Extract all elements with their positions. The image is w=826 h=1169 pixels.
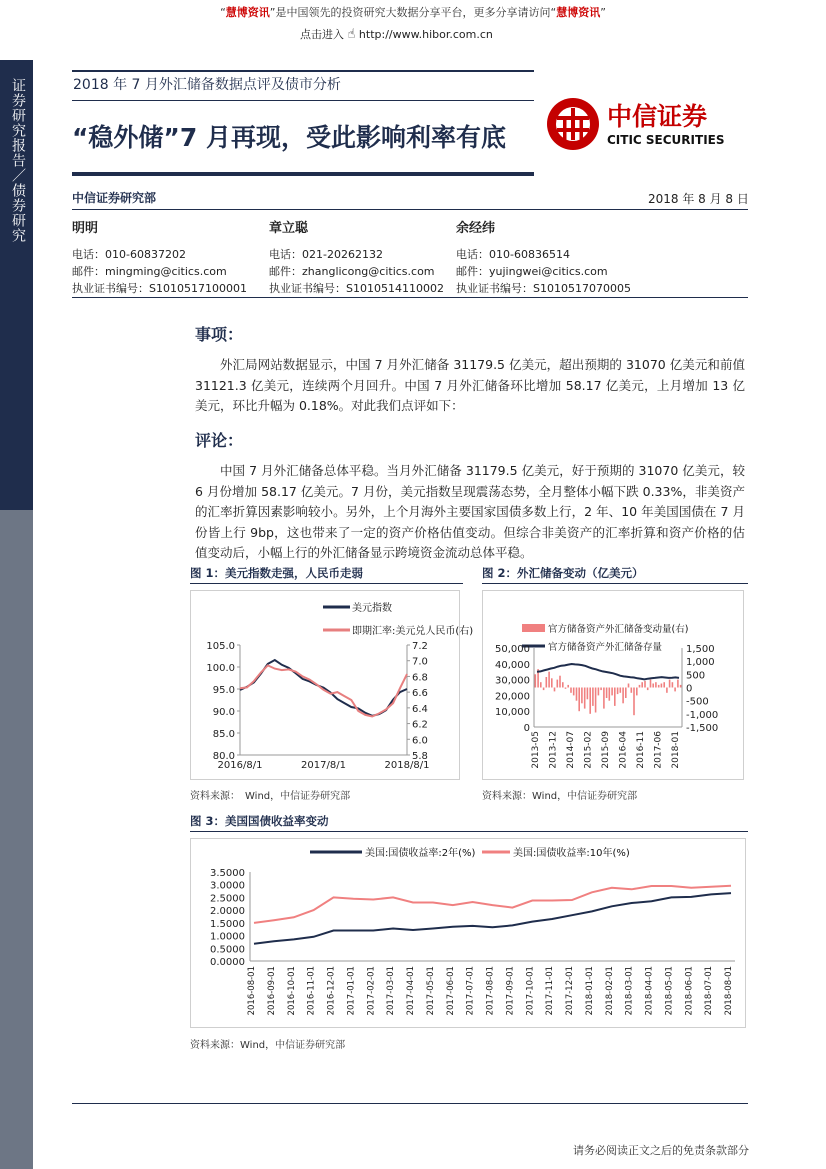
fig3-rule [190, 831, 748, 832]
hand-cursor-icon: ☝ [347, 27, 356, 42]
bar [562, 682, 564, 687]
fig2-chart [482, 590, 744, 780]
bar [581, 688, 583, 704]
y-tick-label: 2.5000 [210, 893, 245, 905]
x-tick-label: 2013-12 [548, 731, 559, 769]
x-tick-label: 2018-05-01 [664, 966, 675, 1016]
event-paragraph: 外汇局网站数据显示，中国 7 月外汇储备 31179.5 亿美元，超出预期的 31070 亿美元和前值 31121.3 亿美元，连续两个月回升。中国 7 月外汇储备环比增加 58.17 亿美元，上月增加 13 亿美元，环比升幅为 0.18%。对此我们点评如下： [195, 357, 745, 413]
y2-tick-label: 6.8 [412, 672, 428, 684]
x-tick-label: 2018-08-01 [724, 966, 734, 1016]
y2-tick-label: 5.8 [412, 751, 428, 762]
legend-label: 即期汇率:美元兑人民币(右) [352, 626, 474, 637]
fig2-rule [482, 583, 748, 584]
bar [559, 676, 561, 688]
bar [567, 685, 569, 688]
fig2-title: 图 2：外汇储备变动（亿美元） [482, 566, 644, 580]
bar [658, 685, 660, 688]
y-tick-label: 30,000 [495, 675, 530, 687]
bar [622, 688, 624, 704]
bar [535, 674, 537, 687]
x-tick-label: 2016-10-01 [286, 966, 297, 1016]
bar [565, 688, 567, 689]
fig3-title: 图 3：美国国债收益率变动 [190, 814, 329, 828]
author-email[interactable]: 邮件：zhanglicong@citics.com [269, 265, 435, 278]
x-tick-label: 2017-07-01 [465, 965, 476, 1016]
x-tick-label: 2016/8/1 [217, 760, 263, 771]
y-tick-label: 85.0 [212, 729, 235, 740]
x-tick-label: 2016-09-01 [266, 966, 277, 1016]
y2-tick-label: -500 [686, 696, 709, 708]
fig3-chart [190, 838, 746, 1028]
svg-text:中信证券: 中信证券 [607, 102, 708, 131]
y2-tick-label: 1,500 [686, 644, 715, 655]
hibor-url-link[interactable]: http://www.hibor.com.cn [358, 28, 493, 41]
fig1-title: 图 1：美元指数走强，人民币走弱 [190, 566, 364, 580]
svg-text:CITIC SECURITIES: CITIC SECURITIES [607, 133, 725, 147]
legend-label: 美国:国债收益率:10年(%) [513, 848, 630, 859]
comment-heading: 评论： [195, 431, 244, 450]
bar [592, 688, 594, 706]
y2-tick-label: 6.4 [412, 703, 428, 715]
x-tick-label: 2018-06-01 [684, 966, 695, 1016]
series-line-2y [254, 893, 731, 944]
y-tick-label: 105.0 [206, 641, 235, 652]
bar [548, 672, 550, 688]
fig1-rule [190, 583, 463, 584]
research-dept: 中信证券研究部 [72, 191, 157, 205]
comment-paragraph: 中国 7 月外汇储备总体平稳。当月外汇储备 31179.5 亿美元，好于预期的 31070 亿美元，较 6 月份增加 58.17 亿美元。7 月份，美元指数呈现震荡态势，全月整体小幅下跌 0.33%，非美资产的汇率折算因素影响较小。另外，上个月海外主要国家国债多数上行，2 年、10 年美国国债在 7 月份皆上行 9bp，这也带来了一定的资产价格估值变动。但综合非美资产的汇率折算和资产价格的估值变动后，小幅上行的外汇储备显示跨境资金流动总体平稳。 [195, 463, 745, 560]
x-tick-label: 2016-04 [618, 731, 629, 769]
x-tick-label: 2016-11-01 [306, 965, 317, 1016]
x-tick-label: 2018-02-01 [604, 966, 615, 1016]
x-tick-label: 2015-09 [601, 731, 611, 769]
event-heading: 事项： [195, 325, 244, 344]
x-tick-label: 2018-01-01 [584, 966, 595, 1016]
x-tick-label: 2017-12-01 [565, 966, 575, 1016]
author-rule [72, 297, 748, 298]
bar [628, 684, 630, 688]
bar [677, 680, 679, 688]
legend-swatch [522, 624, 545, 632]
banner-link-row[interactable]: 点击进入 ☝ http://www.hibor.com.cn [300, 27, 493, 42]
y-tick-label: 20,000 [495, 691, 530, 703]
citic-logo-mark-icon [547, 98, 599, 150]
x-tick-label: 2017-05-01 [425, 966, 436, 1016]
report-date: 2018 年 8 月 8 日 [648, 192, 749, 206]
bar [666, 688, 668, 693]
bar [595, 688, 597, 713]
y2-tick-label: 1,000 [686, 657, 715, 669]
y-tick-label: 95.0 [212, 685, 235, 696]
bar [655, 682, 657, 687]
legend-label: 美元指数 [352, 603, 392, 614]
citic-logo [543, 94, 753, 154]
x-tick-label: 2017-01-01 [346, 966, 357, 1016]
y-tick-label: 100.0 [206, 663, 235, 674]
x-tick-label: 2016-08-01 [247, 966, 257, 1016]
x-tick-label: 2015-02 [583, 731, 594, 769]
bar [674, 688, 676, 692]
series-line-10y [254, 886, 731, 923]
x-tick-label: 2017-06 [653, 731, 664, 769]
y-tick-label: 1.5000 [210, 918, 245, 930]
x-tick-label: 2017-11-01 [545, 965, 556, 1016]
x-tick-label: 2017-04-01 [406, 966, 416, 1016]
fig1-source: 资料来源： Wind，中信证券研究部 [190, 791, 351, 802]
fig1-chart [190, 590, 474, 780]
top-rule [72, 70, 534, 72]
y2-tick-label: 500 [686, 670, 706, 682]
y-tick-label: 40,000 [495, 659, 530, 671]
y-tick-label: 90.0 [212, 707, 235, 718]
x-tick-label: 2017/8/1 [301, 760, 346, 771]
y2-tick-label: 0 [686, 683, 693, 695]
x-tick-label: 2018-04-01 [644, 966, 655, 1016]
legend-label: 官方储备资产外汇储备变动量(右) [548, 624, 689, 635]
x-tick-label: 2014-07 [566, 731, 576, 769]
x-tick-label: 2016-11 [636, 731, 646, 769]
y-tick-label: 10,000 [495, 707, 530, 719]
bar [606, 688, 608, 699]
bar [620, 688, 622, 693]
brand-link[interactable]: 慧博资讯 [225, 6, 270, 19]
bar [587, 688, 589, 700]
bar [554, 688, 556, 692]
y-tick-label: 0.5000 [210, 944, 245, 956]
bar [663, 682, 665, 687]
x-tick-label: 2018-01 [671, 731, 681, 769]
bar [570, 688, 572, 693]
y2-tick-label: -1,000 [686, 709, 719, 721]
y-tick-label: 0 [523, 723, 530, 734]
fig3-source: 资料来源：Wind，中信证券研究部 [190, 1040, 346, 1051]
x-tick-label: 2018-03-01 [624, 965, 635, 1016]
report-title: “稳外储”7 月再现，受此影响利率有底 [72, 123, 506, 152]
report-subtitle: 2018 年 7 月外汇储备数据点评及债市分析 [73, 77, 341, 93]
y-tick-label: 80.0 [212, 751, 235, 762]
bar [546, 677, 548, 688]
bar [611, 688, 613, 696]
disclaimer-note: 请务必阅读正文之后的免责条款部分 [573, 1144, 749, 1157]
bar [680, 685, 682, 688]
x-tick-label: 2018-07-01 [704, 965, 715, 1016]
bar [598, 688, 600, 696]
author-card: 章立聪 电话：021-20262132 邮件：zhanglicong@citics.com 执业证书编号：S1010514110002 [269, 221, 444, 295]
bar [543, 688, 545, 691]
legend-label: 美国:国债收益率:2年(%) [365, 848, 476, 859]
bar [636, 688, 638, 696]
bar [647, 688, 649, 691]
subtitle-rule [72, 100, 534, 101]
x-tick-label: 2017-06-01 [445, 966, 456, 1016]
bar [578, 688, 580, 712]
dept-rule [72, 209, 748, 210]
bar [557, 680, 559, 688]
y2-tick-label: 7.2 [412, 641, 428, 652]
y-tick-label: 3.5000 [210, 868, 245, 879]
bar [540, 682, 542, 687]
x-tick-label: 2017-09-01 [505, 966, 516, 1016]
bar [650, 680, 652, 688]
y2-tick-label: 7.0 [412, 656, 428, 668]
y2-tick-label: 6.2 [412, 719, 428, 731]
bar [609, 688, 611, 701]
x-tick-label: 2017-03-01 [386, 965, 397, 1016]
bar [644, 681, 646, 688]
title-rule [72, 172, 534, 176]
bar [603, 688, 605, 709]
bar [625, 688, 627, 699]
bar [641, 682, 643, 687]
y-tick-label: 2.0000 [210, 906, 245, 918]
y2-tick-label: 6.6 [412, 688, 428, 700]
sidebar-gray-band [0, 510, 33, 1169]
bar [661, 684, 663, 688]
footer-rule [72, 1103, 748, 1104]
x-tick-label: 2017-02-01 [366, 966, 377, 1016]
bar [600, 688, 602, 691]
bar [631, 688, 633, 693]
y-tick-label: 0.0000 [210, 957, 245, 968]
author-email[interactable]: 邮件：yujingwei@citics.com [456, 265, 608, 278]
y2-tick-label: -1,500 [686, 723, 719, 734]
brand-link[interactable]: 慧博资讯 [556, 6, 601, 19]
x-tick-label: 2017-08-01 [485, 966, 496, 1016]
bar [669, 680, 671, 688]
x-tick-label: 2016-12-01 [326, 966, 337, 1016]
author-card: 明明 电话：010-60837202 邮件：mingming@citics.com 执业证书编号：S1010517100001 [72, 221, 247, 295]
author-email[interactable]: 邮件：mingming@citics.com [72, 265, 227, 278]
author-card: 余经纬 电话：010-60836514 邮件：yujingwei@citics.com 执业证书编号：S1010517070005 [456, 221, 631, 295]
y-tick-label: 1.0000 [210, 931, 245, 943]
y-tick-label: 3.0000 [210, 880, 245, 892]
bar [633, 688, 635, 716]
bar [672, 682, 674, 687]
top-banner: “慧博资讯”是中国领先的投资研究大数据分享平台，更多分享请访问“慧博资讯” [220, 6, 606, 19]
bar [617, 688, 619, 695]
y-tick-label: 50,000 [495, 644, 530, 655]
bar [573, 688, 575, 696]
bar [652, 684, 654, 688]
sidebar [0, 60, 33, 1169]
series-line-reserve-stock [537, 664, 679, 679]
bar [639, 685, 641, 688]
bar [551, 678, 553, 687]
bar [614, 688, 616, 706]
bar [576, 688, 578, 701]
sidebar-label: 证券研究报告／债券研究 [10, 78, 26, 243]
bar [584, 688, 586, 709]
series-line-usdcny [240, 665, 407, 716]
x-tick-label: 2017-10-01 [525, 966, 536, 1016]
y2-tick-label: 6.0 [412, 735, 428, 747]
legend-label: 官方储备资产外汇储备存量 [548, 642, 663, 653]
bar [589, 688, 591, 714]
fig2-source: 资料来源：Wind，中信证券研究部 [482, 791, 638, 802]
x-tick-label: 2013-05 [531, 731, 541, 769]
x-tick-label: 2018/8/1 [384, 760, 430, 771]
